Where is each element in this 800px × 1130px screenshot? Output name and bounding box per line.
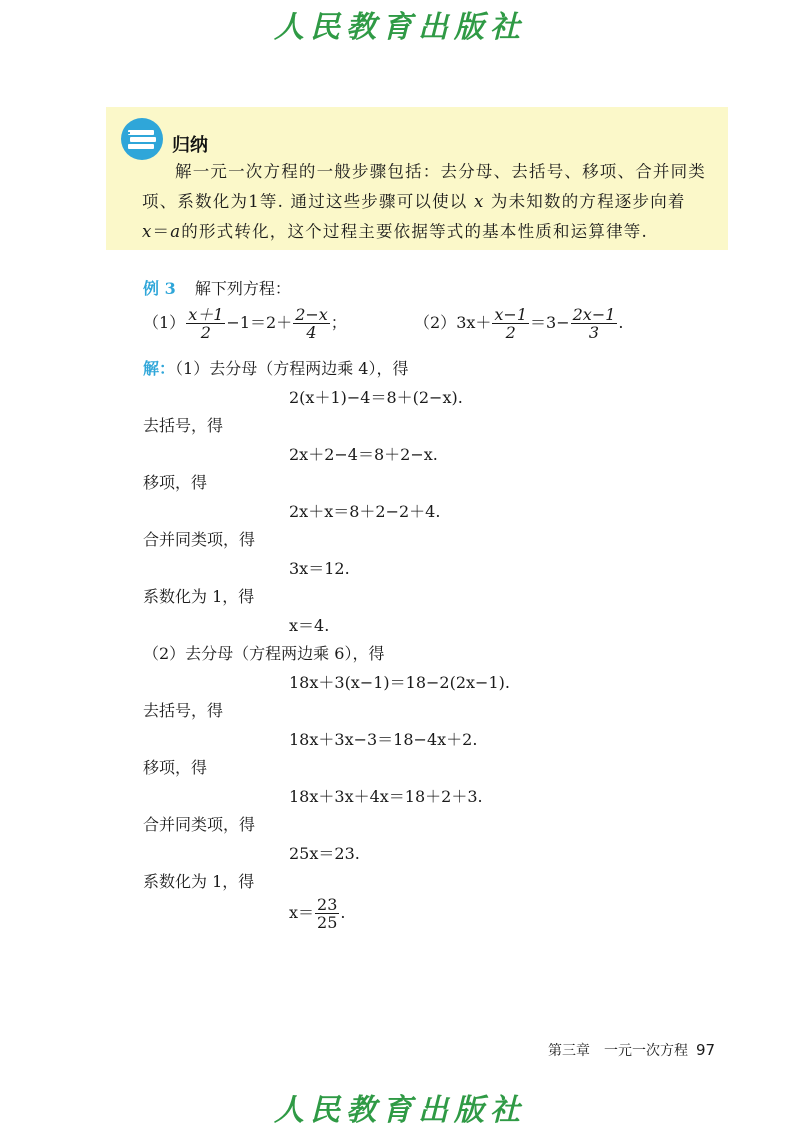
equation: x＝4. bbox=[289, 616, 330, 635]
solution-step: 系数化为 1，得 bbox=[143, 872, 255, 891]
solution-step: 合并同类项，得 bbox=[143, 815, 256, 834]
equation: 2(x＋1)−4＝8＋(2−x). bbox=[289, 388, 463, 407]
problem-2: （2）3x＋ $\frac{x-1}{2}$ ＝3− $\frac{2x-1}{3}$ . bbox=[414, 305, 624, 342]
fraction: $\frac{2-x}{4}$ bbox=[295, 305, 328, 342]
fraction: $\frac{x+1}{2}$ bbox=[188, 305, 224, 342]
page-number: 97 bbox=[696, 1041, 716, 1059]
fraction: $\frac{x-1}{2}$ bbox=[494, 305, 528, 342]
solution-step: 去括号，得 bbox=[143, 701, 224, 720]
summary-box bbox=[106, 107, 728, 250]
example-prompt: 解下列方程： bbox=[194, 279, 291, 298]
solution-step: 移项，得 bbox=[143, 473, 208, 492]
chapter-title: 第三章 一元一次方程 bbox=[548, 1043, 688, 1059]
summary-title: 归纳 bbox=[172, 135, 208, 156]
equation: 18x＋3x＋4x＝18＋2＋3. bbox=[289, 787, 483, 806]
equation: 18x＋3x−3＝18−4x＋2. bbox=[289, 730, 478, 749]
page-footer bbox=[548, 1040, 715, 1060]
solution-step: 系数化为 1，得 bbox=[143, 587, 255, 606]
solution-step-1: 解：（1）去分母（方程两边乘 4），得 bbox=[143, 359, 409, 378]
publisher-logo-top: 人民教育出版社 bbox=[274, 10, 526, 45]
fraction: $\frac{2x-1}{3}$ bbox=[572, 305, 616, 342]
solution-step: （2）去分母（方程两边乘 6），得 bbox=[143, 644, 385, 663]
example-heading bbox=[143, 276, 291, 299]
equation: 2x＋x＝8＋2−2＋4. bbox=[289, 502, 441, 521]
solution-step: 合并同类项，得 bbox=[143, 530, 256, 549]
publisher-logo-bottom: 人民教育出版社 bbox=[274, 1093, 526, 1128]
problem-1: （1） $\frac{x+1}{2}$ −1＝2＋ $\frac{2-x}{4}$ ； bbox=[143, 305, 347, 342]
equation: 25x＝23. bbox=[289, 844, 360, 863]
equation-final: x＝ $\frac{23}{25}$ . bbox=[289, 895, 346, 932]
equation: 3x＝12. bbox=[289, 559, 350, 578]
example-label: 例 3 bbox=[143, 279, 176, 298]
solution-step: 去括号，得 bbox=[143, 416, 224, 435]
fraction: $\frac{23}{25}$ bbox=[317, 895, 338, 932]
book-stack-icon bbox=[120, 117, 166, 161]
solution-step: 移项，得 bbox=[143, 758, 208, 777]
equation: 2x＋2−4＝8＋2−x. bbox=[289, 445, 438, 464]
summary-text: 解一元一次方程的一般步骤包括：去分母、去括号、移项、合并同类项、系数化为1等. 通过这些步骤可以使以 x 为未知数的方程逐步向着 x＝a的形式转化，这个过程主要依据等式的基本性质和运算律等. bbox=[142, 162, 706, 241]
solution-label: 解： bbox=[143, 359, 176, 378]
equation: 18x＋3(x−1)＝18−2(2x−1). bbox=[289, 673, 510, 692]
